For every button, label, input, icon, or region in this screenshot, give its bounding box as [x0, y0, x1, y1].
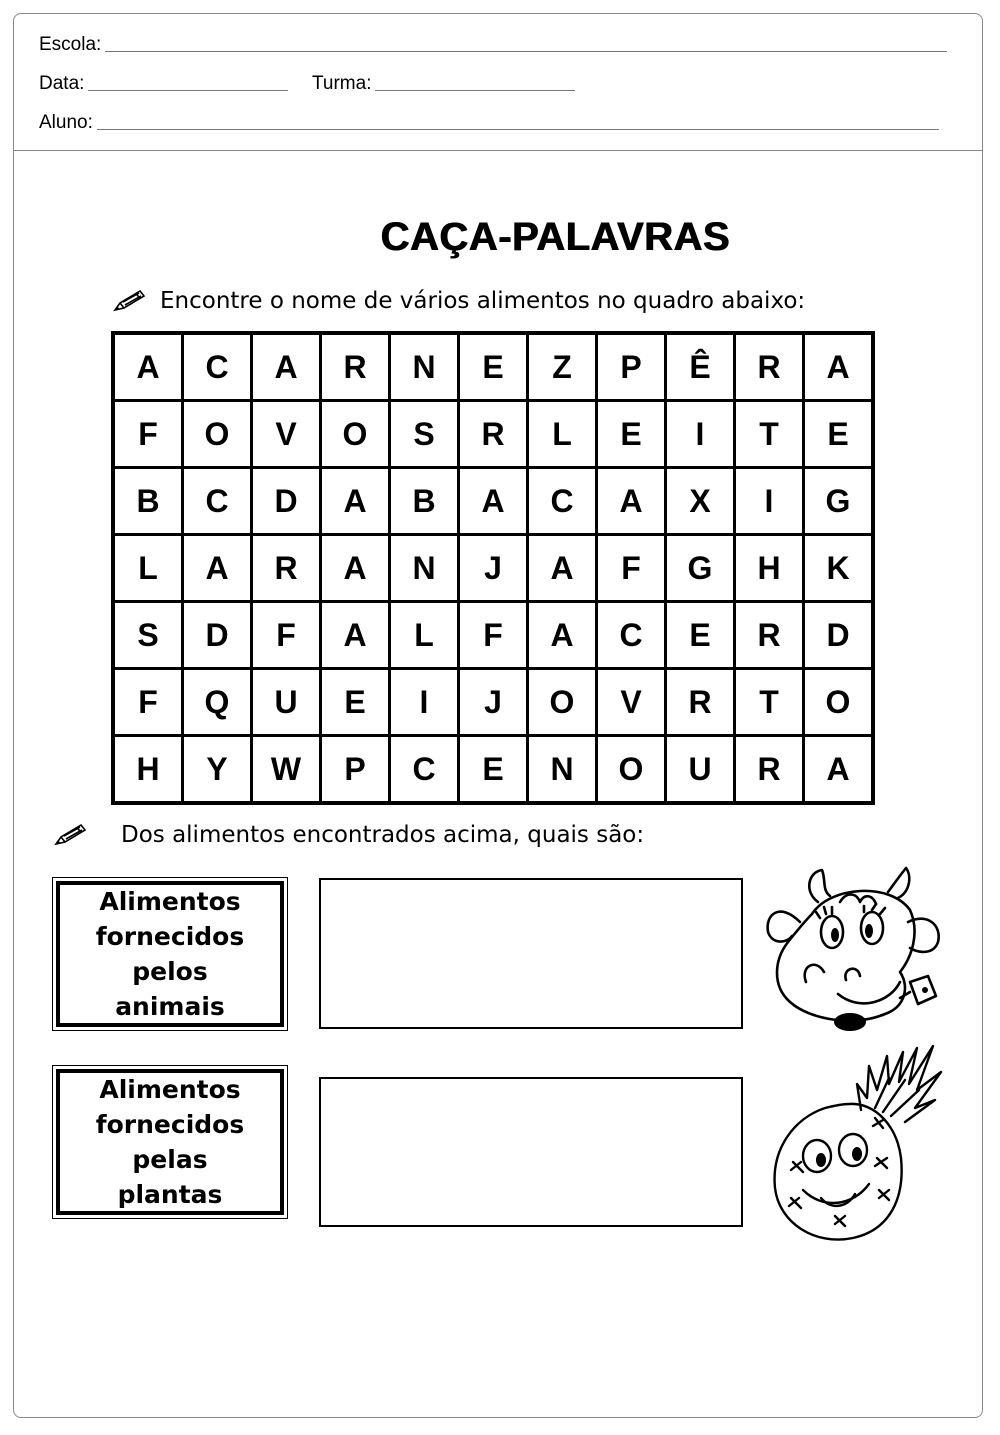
- grid-cell[interactable]: S: [390, 401, 459, 468]
- grid-row: [113, 602, 873, 669]
- grid-cell[interactable]: Ê: [666, 333, 735, 401]
- aluno-label: Aluno:: [39, 112, 93, 133]
- grid-cell[interactable]: A: [459, 468, 528, 535]
- grid-cell[interactable]: A: [321, 468, 390, 535]
- grid-cell[interactable]: P: [321, 736, 390, 804]
- turma-field: [312, 73, 575, 95]
- data-field: [39, 73, 288, 95]
- grid-row: [113, 736, 873, 804]
- page-title: CAÇA-PALAVRAS: [380, 215, 730, 259]
- grid-cell[interactable]: C: [390, 736, 459, 804]
- grid-cell[interactable]: C: [528, 468, 597, 535]
- grid-cell[interactable]: J: [459, 535, 528, 602]
- grid-cell[interactable]: C: [183, 333, 252, 401]
- grid-cell[interactable]: N: [528, 736, 597, 804]
- grid-cell[interactable]: C: [597, 602, 666, 669]
- grid-row: [113, 535, 873, 602]
- grid-cell[interactable]: I: [390, 669, 459, 736]
- grid-cell[interactable]: O: [528, 669, 597, 736]
- grid-cell[interactable]: R: [735, 333, 804, 401]
- grid-cell[interactable]: K: [804, 535, 874, 602]
- grid-cell[interactable]: A: [804, 736, 874, 804]
- animals-answer-box[interactable]: [319, 878, 743, 1029]
- grid-cell[interactable]: L: [390, 602, 459, 669]
- plants-label-line: pelas: [132, 1145, 208, 1174]
- turma-label: Turma:: [312, 73, 372, 94]
- grid-cell[interactable]: A: [528, 535, 597, 602]
- pencil-icon: [112, 288, 146, 314]
- grid-cell[interactable]: L: [113, 535, 183, 602]
- grid-cell[interactable]: D: [804, 602, 874, 669]
- grid-cell[interactable]: R: [666, 669, 735, 736]
- grid-cell[interactable]: E: [666, 602, 735, 669]
- grid-cell[interactable]: Q: [183, 669, 252, 736]
- grid-cell[interactable]: O: [183, 401, 252, 468]
- grid-cell[interactable]: I: [735, 468, 804, 535]
- grid-cell[interactable]: A: [183, 535, 252, 602]
- grid-cell[interactable]: E: [459, 736, 528, 804]
- grid-cell[interactable]: E: [459, 333, 528, 401]
- grid-cell[interactable]: J: [459, 669, 528, 736]
- grid-cell[interactable]: B: [390, 468, 459, 535]
- escola-field: [39, 34, 947, 56]
- plants-answer-box[interactable]: [319, 1077, 743, 1227]
- grid-cell[interactable]: N: [390, 535, 459, 602]
- grid-row: [113, 333, 873, 401]
- grid-cell[interactable]: R: [459, 401, 528, 468]
- grid-row: [113, 669, 873, 736]
- header-divider: [13, 150, 983, 151]
- grid-cell[interactable]: W: [252, 736, 321, 804]
- instruction-2: [53, 822, 644, 848]
- grid-cell[interactable]: T: [735, 401, 804, 468]
- animals-label-box: [52, 877, 288, 1031]
- grid-cell[interactable]: A: [597, 468, 666, 535]
- grid-cell[interactable]: A: [321, 535, 390, 602]
- pineapple-face-icon: [765, 1038, 945, 1253]
- animals-label-line: fornecidos: [95, 922, 245, 951]
- grid-cell[interactable]: F: [597, 535, 666, 602]
- grid-cell[interactable]: O: [321, 401, 390, 468]
- grid-cell[interactable]: G: [666, 535, 735, 602]
- grid-cell[interactable]: A: [804, 333, 874, 401]
- grid-cell[interactable]: Z: [528, 333, 597, 401]
- grid-cell[interactable]: E: [804, 401, 874, 468]
- escola-line[interactable]: [105, 50, 947, 52]
- grid-cell[interactable]: U: [252, 669, 321, 736]
- word-search-grid: [111, 331, 875, 805]
- grid-cell[interactable]: F: [113, 669, 183, 736]
- grid-cell[interactable]: U: [666, 736, 735, 804]
- grid-cell[interactable]: F: [252, 602, 321, 669]
- data-label: Data:: [39, 73, 85, 94]
- instruction-1: [112, 288, 805, 314]
- grid-cell[interactable]: H: [735, 535, 804, 602]
- grid-cell[interactable]: F: [459, 602, 528, 669]
- animals-label-line: pelos: [132, 957, 208, 986]
- instruction-2-text: Dos alimentos encontrados acima, quais são:: [121, 822, 645, 848]
- grid-cell[interactable]: R: [735, 736, 804, 804]
- grid-cell[interactable]: G: [804, 468, 874, 535]
- grid-cell[interactable]: E: [597, 401, 666, 468]
- pencil-icon: [53, 822, 87, 848]
- grid-cell[interactable]: A: [321, 602, 390, 669]
- plants-label-line: plantas: [117, 1180, 223, 1209]
- data-line[interactable]: [88, 89, 288, 91]
- grid-row: [113, 401, 873, 468]
- cow-face-icon: [760, 862, 945, 1037]
- grid-cell[interactable]: A: [528, 602, 597, 669]
- escola-label: Escola:: [39, 34, 102, 55]
- grid-cell[interactable]: O: [597, 736, 666, 804]
- grid-row: [113, 468, 873, 535]
- grid-cell[interactable]: D: [183, 602, 252, 669]
- plants-label-line: Alimentos: [99, 1075, 241, 1104]
- plants-label-line: fornecidos: [95, 1110, 245, 1139]
- aluno-line[interactable]: [97, 128, 939, 130]
- grid-cell[interactable]: T: [735, 669, 804, 736]
- grid-cell[interactable]: P: [597, 333, 666, 401]
- grid-cell[interactable]: H: [113, 736, 183, 804]
- grid-cell[interactable]: Y: [183, 736, 252, 804]
- grid-cell[interactable]: A: [113, 333, 183, 401]
- grid-cell[interactable]: R: [735, 602, 804, 669]
- animals-label-line: animais: [115, 992, 225, 1021]
- grid-cell[interactable]: R: [321, 333, 390, 401]
- grid-cell[interactable]: R: [252, 535, 321, 602]
- grid-cell[interactable]: F: [113, 401, 183, 468]
- grid-cell[interactable]: D: [252, 468, 321, 535]
- grid-cell[interactable]: S: [113, 602, 183, 669]
- grid-cell[interactable]: A: [252, 333, 321, 401]
- grid-cell[interactable]: I: [666, 401, 735, 468]
- grid-cell[interactable]: C: [183, 468, 252, 535]
- grid-cell[interactable]: V: [252, 401, 321, 468]
- grid-cell[interactable]: E: [321, 669, 390, 736]
- grid-cell[interactable]: O: [804, 669, 874, 736]
- aluno-field: [39, 112, 939, 134]
- instruction-1-text: Encontre o nome de vários alimentos no quadro abaixo:: [160, 288, 806, 314]
- turma-line[interactable]: [375, 89, 575, 91]
- grid-cell[interactable]: B: [113, 468, 183, 535]
- grid-cell[interactable]: N: [390, 333, 459, 401]
- animals-label-line: Alimentos: [99, 887, 241, 916]
- grid-cell[interactable]: X: [666, 468, 735, 535]
- plants-label-box: [52, 1065, 288, 1219]
- grid-cell[interactable]: V: [597, 669, 666, 736]
- grid-cell[interactable]: L: [528, 401, 597, 468]
